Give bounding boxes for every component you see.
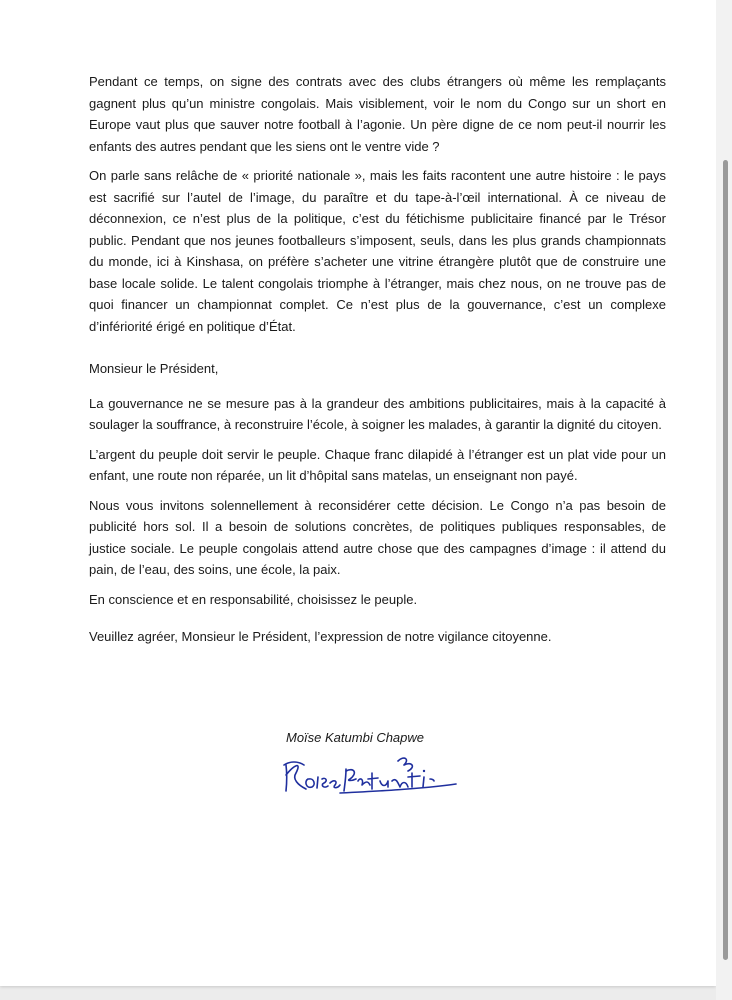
- paragraph-governance: La gouvernance ne se mesure pas à la grandeur des ambitions publicitaires, mais à la capacité à soulager la souffrance, à reconstruire l’école, à soigner les malades, à garantir la dignité du citoyen.: [89, 395, 666, 432]
- paragraph-reconsider: Nous vous invitons solennellement à reconsidérer cette décision. Le Congo n’a pas besoin de publicité hors sol. Il a besoin de solutions concrètes, de politiques publiques responsables, de justice sociale. Le peuple congolais attend autre chose que des campagnes d’image : il attend du pain, de l’eau, des soins, une école, la paix.: [89, 497, 666, 577]
- signer-name: Moïse Katumbi Chapwe: [286, 730, 425, 745]
- paragraph-contracts: Pendant ce temps, on signe des contrats avec des clubs étrangers où même les remplaçants gagnent plus qu’un ministre congolais. Mais visiblement, voir le nom du Congo sur un short en Europe vaut plus que sauver notre football à l’agonie. Un père digne de ce nom peut-il nourrir les enfants des autres pendant que les siens ont le ventre vide ?: [89, 74, 666, 154]
- salutation: Monsieur le Président,: [89, 361, 219, 376]
- paragraph-choose-people: En conscience et en responsabilité, choisissez le peuple.: [89, 591, 418, 607]
- paragraph-public-money: L’argent du peuple doit servir le peuple. Chaque franc dilapidé à l’étranger est un plat vide pour un enfant, une route non réparée, un lit d’hôpital sans matelas, un enseignant non payé.: [89, 446, 666, 483]
- letter-body: [89, 71, 666, 656]
- handwritten-signature: [280, 751, 460, 801]
- paragraph-national-priority: On parle sans relâche de « priorité nationale », mais les faits racontent une autre histoire : le pays est sacrifié sur l’autel de l’image, du paraître et du tape-à-l’œil international. À ce niveau de déconnexion, ce n’est plus de la politique, c’est du fétichisme publicitaire financé par le Trésor public. Pendant que nos jeunes footballeurs s’imposent, seuls, dans les plus grands championnats du monde, ici à Kinshasa, on préfère s’acheter une vitrine étrangère plutôt que de construire une base locale solide. Le talent congolais triomphe à l’étranger, mais chez nous, on ne trouve pas de quoi financer un championnat complet. Ce n’est plus de la gouvernance, c’est un complexe d’infériorité érigé en politique d’État.: [89, 168, 666, 334]
- signature-block: [280, 730, 540, 801]
- scrollbar-thumb[interactable]: [723, 160, 728, 960]
- vertical-scrollbar[interactable]: [716, 0, 732, 1000]
- closing-formula: Veuillez agréer, Monsieur le Président, l’expression de notre vigilance citoyenne.: [89, 629, 552, 644]
